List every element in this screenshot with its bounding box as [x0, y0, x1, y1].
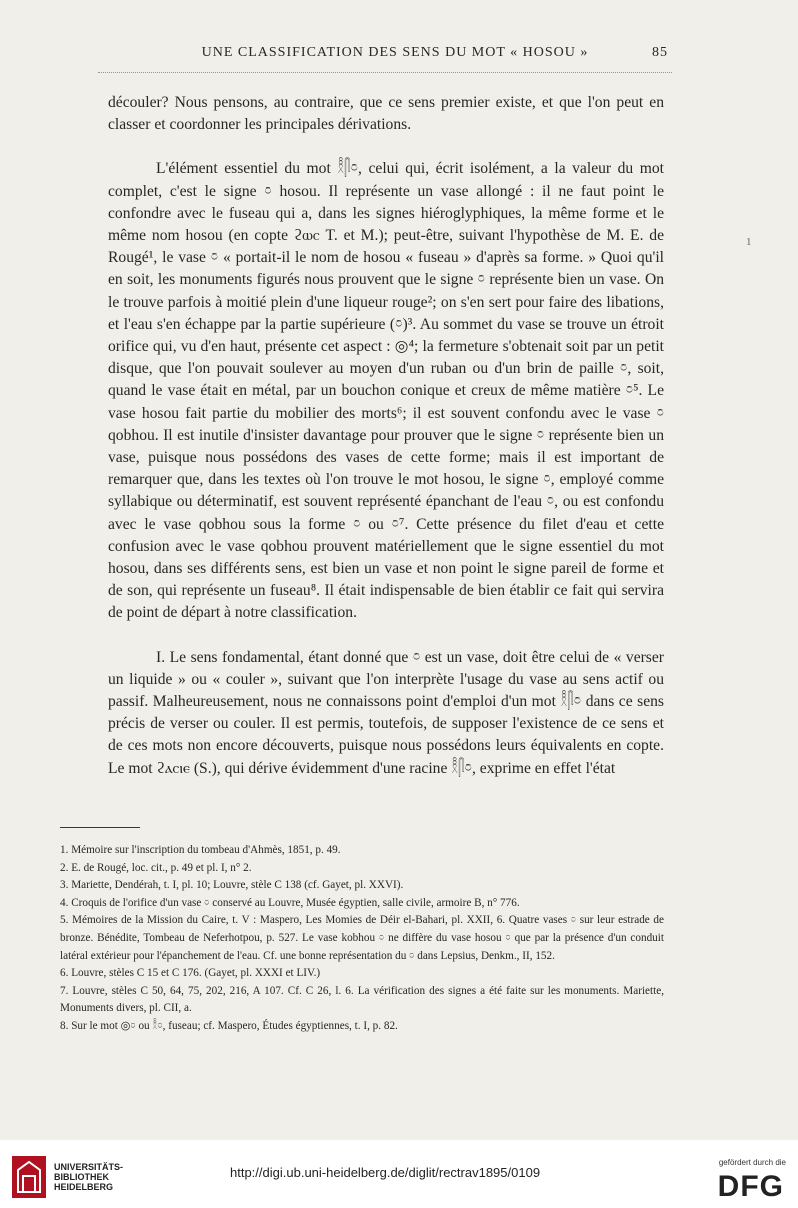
footnote: 3. Mariette, Dendérah, t. I, pl. 10; Louvre, stèle C 138 (cf. Gayet, pl. XXVI). [60, 879, 404, 892]
footnote: 6. Louvre, stèles C 15 et C 176. (Gayet, pl. XXXI et LIV.) [60, 967, 321, 980]
footnote: 8. Sur le mot ◎𓏌 ou 𓎛𓏌, fuseau; cf. Maspero, Études égyptiennes, t. I, p. 82. [60, 1019, 398, 1032]
running-header [108, 45, 668, 61]
footnote: 7. Louvre, stèles C 50, 64, 75, 202, 216, A 107. Cf. C 26, l. 6. La vérification des signes a été faite sur les monuments. Mariette, Monuments divers, pl. CII, a. [60, 984, 664, 1015]
footnote: 5. Mémoires de la Mission du Caire, t. V : Maspero, Les Momies de Déir el-Bahari, pl. XXII, 6. Quatre vases 𓏌 sur leur estrade de bronze. Bénédite, Tombeau de Neferhotpou, p. 527. Le vase kobhou 𓏌 ne diffère du vase hosou 𓏌 que par la présence d'un conduit latéral extérieur pour l'épanchement de l'eau. Cf. une bonne représentation du 𓏌 dans Lepsius, Denkm., II, 152. [60, 914, 664, 962]
sponsor-text: gefördert durch die [718, 1158, 786, 1167]
header-rule [98, 72, 672, 73]
footnote-rule [60, 827, 140, 828]
body-text [108, 92, 664, 780]
running-title: UNE CLASSIFICATION DES SENS DU MOT « HOSOU » [201, 45, 589, 60]
margin-note: 1 [746, 236, 752, 248]
footnote: 4. Croquis de l'orifice d'un vase 𓏌 conservé au Louvre, Musée égyptien, salle civile, armoire B, n° 776. [60, 896, 520, 909]
university-library-logo-icon [12, 1156, 46, 1198]
paragraph: L'élément essentiel du mot 𓎛𓋴𓏌, celui qui, écrit isolément, a la valeur du mot complet, c'est le signe 𓏌 hosou. Il représente un vase allongé : il ne faut point le confondre avec le fuseau qui a, dans les signes hiéroglyphiques, la même forme et le même nom hosou (en copte ϩⲱⲥ T. et M.); peut-être, suivant l'hypothèse de M. E. de Rougé¹, le vase 𓏌 « portait-il le nom de hosou « fuseau » d'après sa forme. » Quoi qu'il en soit, les monuments figurés nous prouvent que le signe 𓏌 représente bien un vase. On le trouve parfois à moitié plein d'une liqueur rouge²; on s'en sert pour faire des libations, et l'eau s'en échappe par la partie supérieure (𓏌)³. Au sommet du vase se trouve un étroit orifice qui, vu d'en haut, présente cet aspect : ◎⁴; la fermeture s'obtenait soit par un petit disque, que l'on pouvait soulever au moyen d'un ruban ou d'un brin de paille 𓏌, soit, quand le vase était en métal, par un bouchon conique et creux de même matière 𓏌⁵. Le vase hosou fait partie du mobilier des morts⁶; il est souvent confondu avec le vase 𓏌 qobhou. Il est inutile d'insister davantage pour prouver que le signe 𓏌 représente bien un vase, puisque nous possédons des vases de cette forme; mais il est important de remarquer que, dans les textes où l'on trouve le mot hosou, le signe 𓏌, employé comme syllabique ou déterminatif, est souvent représenté épanchant de l'eau 𓏌, ou est confondu avec le vase qobhou sous la forme 𓏌 ou 𓏌⁷. Cette présence du filet d'eau et cette confusion avec le vase qobhou prouvent matériellement que le signe essentiel du mot hosou, dans ses différents sens, est bien un vase et non point le signe pareil de forme et de son, qui représente un fuseau⁸. Il était indispensable de bien établir ce fait qui servira de point de départ à notre classification. [108, 160, 664, 622]
footnote: 1. Mémoire sur l'inscription du tombeau d'Ahmès, 1851, p. 49. [60, 844, 341, 856]
source-url-link[interactable]: http://digi.ub.uni-heidelberg.de/diglit/rectrav1895/0109 [230, 1165, 541, 1180]
library-name: UNIVERSITÄTS- BIBLIOTHEK HEIDELBERG [54, 1162, 124, 1192]
footnote: 2. E. de Rougé, loc. cit., p. 49 et pl. I, n° 2. [60, 861, 252, 874]
footnotes [60, 842, 664, 1036]
page-number: 85 [652, 45, 668, 60]
digitization-footer [0, 1140, 798, 1208]
paragraph: découler? Nous pensons, au contraire, que ce sens premier existe, et que l'on peut en classer et coordonner les principales dérivations. [108, 94, 664, 134]
dfg-logo: DFG [717, 1170, 784, 1203]
paragraph: I. Le sens fondamental, étant donné que 𓏌 est un vase, doit être celui de « verser un liquide » ou « couler », suivant que l'on interprète l'usage du vase au sens actif ou passif. Malheureusement, nous ne connaissons point d'emploi d'un mot 𓎛𓋴𓏌 dans ce sens précis de verser ou couler. Il est permis, toutefois, de supposer l'existence de ce sens et de ces mots non encore découverts, puisque nous possédons leurs équivalents en copte. Le mot ϩⲁⲥⲓⲉ (S.), qui dérive évidemment d'une racine 𓎛𓋴𓏌, exprime en effet l'état [108, 648, 664, 777]
